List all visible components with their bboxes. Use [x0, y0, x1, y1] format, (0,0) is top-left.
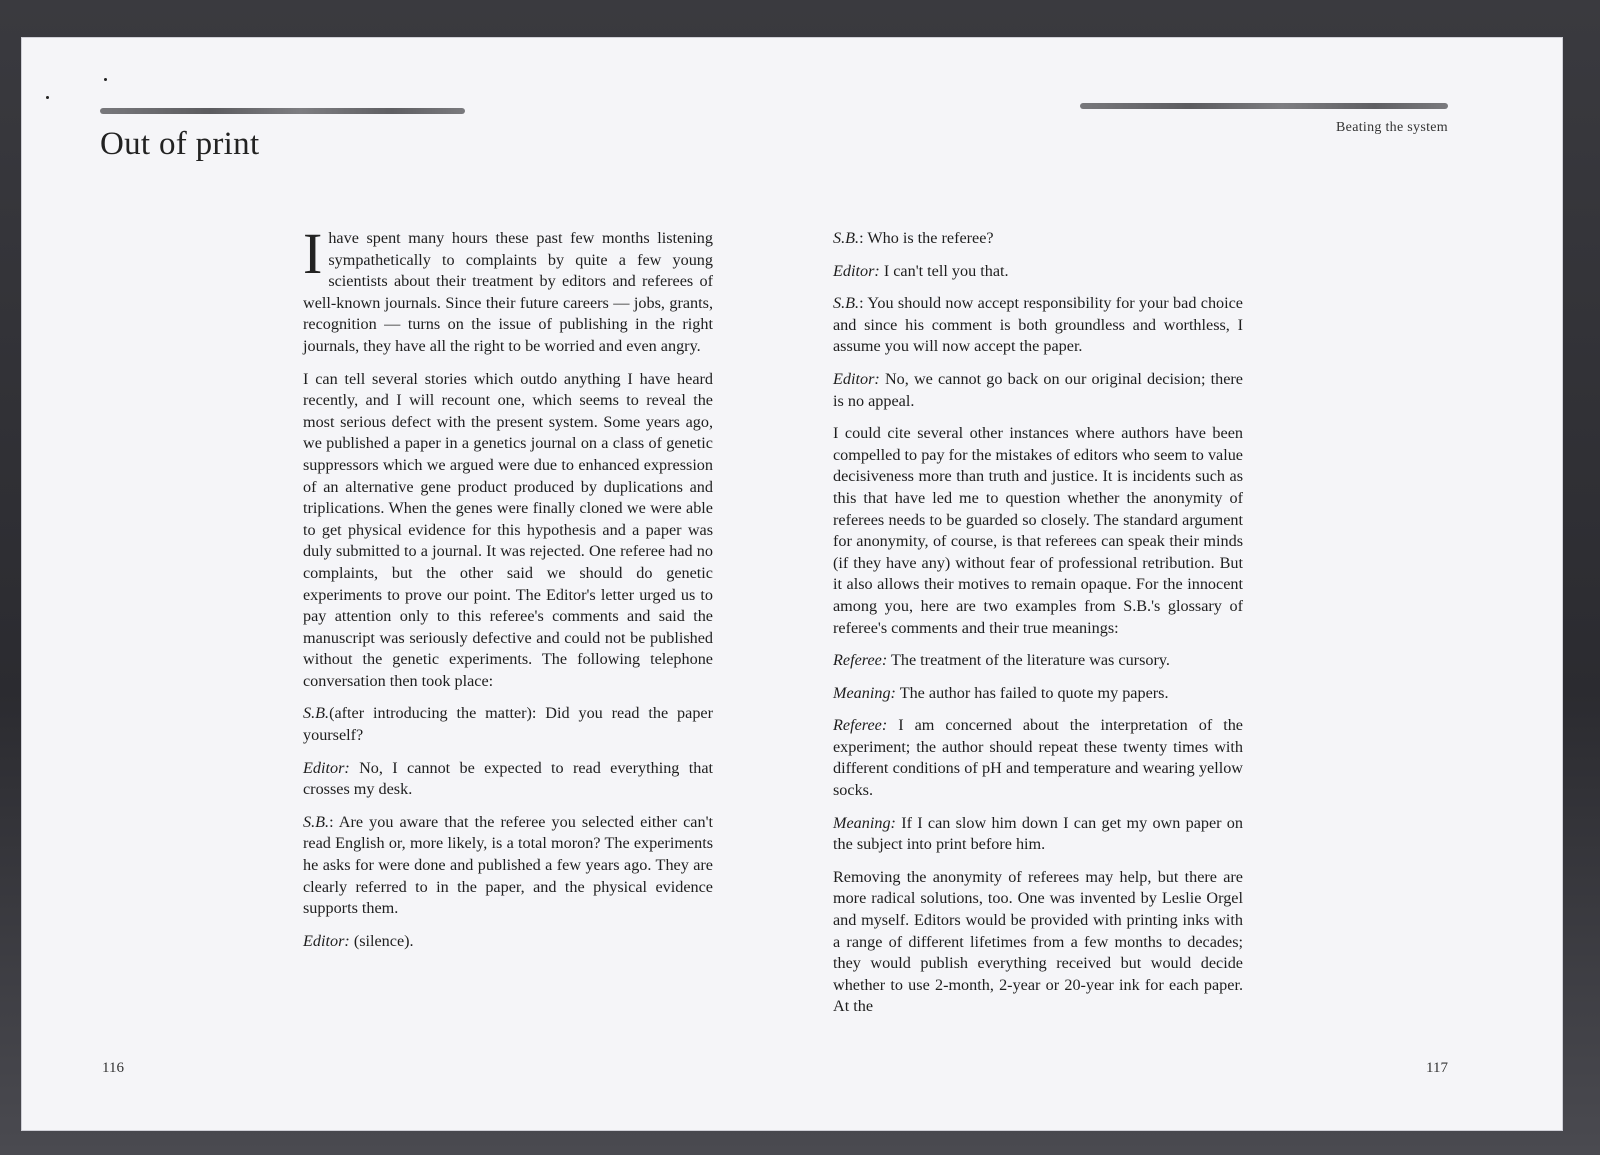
glossary-entry	[833, 813, 1243, 856]
glossary-label: Meaning:	[833, 683, 896, 702]
running-head: Beating the system	[1336, 120, 1448, 135]
page-number-right: 117	[1426, 1060, 1448, 1076]
glossary-label: Referee:	[833, 716, 888, 735]
speaker-label: S.B.	[303, 704, 330, 723]
speaker-label: S.B.	[833, 229, 860, 247]
glossary-entry	[833, 715, 1243, 801]
paragraph: I can tell several stories which outdo anything I have heard recently, and I will recount one, which seems to reveal the most serious defect with the present system. Some years ago, we published a paper in a genetics journal on a class of genetic suppressors which we argued were due to enhanced expression of an alternative gene product produced by duplications and triplications. When the genes were finally cloned we were able to get physical evidence for this hypothesis and a paper was duly submitted to a journal. It was rejected. One referee had no complaints, but the other said we should do genetic experiments to prove our point. The Editor's letter urged us to pay attention only to this referee's comments and said the manuscript was seriously defective and could not be published without the genetic experiments. The following telephone conversation then took place:	[303, 369, 713, 690]
right-header-rule	[1080, 103, 1448, 109]
dialogue-text: : Are you aware that the referee you selected either can't read English or, more likely, is a total moron? The experiments he asks for were done and published a few years ago. They are clearly referred to in the paper, and the physical evidence supports them.	[303, 812, 713, 918]
page-number-left: 116	[102, 1060, 124, 1076]
paragraph: I could cite several other instances where authors have been compelled to pay for the mistakes of editors who seem to value decisiveness more than truth and justice. It is incidents such as this that have led me to question whether the anonymity of referees needs to be guarded so closely. The standard argument for anonymity, of course, is that referees can speak their minds (if they have any) without fear of professional retribution. But it also allows their motives to remain opaque. For the innocent among you, here are two examples from S.B.'s glossary of referee's comments and their true meanings:	[833, 424, 1243, 637]
glossary-text: The author has failed to quote my papers.	[895, 683, 1169, 702]
drop-cap: I	[303, 221, 323, 286]
dialogue-line	[303, 812, 713, 920]
dialogue-text: : You should now accept responsibility for your bad choice and since his comment is both groundless and worthless, I assume you will now accept the paper.	[833, 294, 1243, 356]
dialogue-line	[303, 703, 713, 746]
speaker-label: Editor:	[833, 369, 880, 388]
dialogue-line	[833, 293, 1243, 358]
dialogue-text: No, we cannot go back on our original decision; there is no appeal.	[833, 369, 1243, 410]
speaker-label: S.B.	[833, 294, 860, 313]
print-speck	[104, 78, 107, 81]
paragraph-text: have spent many hours these past few months listening sympathetically to complaints by quite a few young scientists about their treatment by editors and referees of well-known journals. Since their future careers — jobs, grants, recognition — turns on the issue of publishing in the right journals, they have all the right to be worried and even angry.	[303, 229, 713, 355]
glossary-label: Referee:	[833, 651, 888, 670]
speaker-label: Editor:	[833, 261, 880, 280]
dialogue-text: No, I cannot be expected to read everything that crosses my desk.	[303, 758, 713, 799]
glossary-label: Meaning:	[833, 813, 896, 832]
left-header-rule	[100, 108, 465, 114]
speaker-label: S.B.	[303, 812, 330, 831]
dialogue-line	[303, 758, 713, 801]
speaker-label: Editor:	[303, 758, 350, 777]
dialogue-text: (silence).	[349, 931, 414, 950]
paragraph: Removing the anonymity of referees may help, but there are more radical solutions, too. One was invented by Leslie Orgel and myself. Editors would be provided with printing inks with a range of different lifetimes from a few months to decades; they would publish everything received but would decide whether to use 2-month, 2-year or 20-year ink for each paper. At the	[833, 867, 1243, 1016]
dialogue-line	[303, 931, 713, 953]
page-title: Out of print	[100, 126, 260, 162]
glossary-text: If I can slow him down I can get my own paper on the subject into print before him.	[833, 813, 1243, 854]
dialogue-text: : Who is the referee?	[859, 229, 994, 247]
glossary-entry	[833, 683, 1243, 705]
glossary-text: The treatment of the literature was cursory.	[887, 651, 1170, 670]
left-column	[303, 221, 713, 963]
book-spread	[22, 38, 1562, 1130]
paragraph	[303, 221, 713, 358]
glossary-text: I am concerned about the interpretation of the experiment; the author should repeat these twenty times with different conditions of pH and temperature and wearing yellow socks.	[833, 716, 1243, 800]
dialogue-line	[833, 369, 1243, 412]
dialogue-text: I can't tell you that.	[879, 261, 1009, 280]
dialogue-text: (after introducing the matter): Did you read the paper yourself?	[303, 704, 713, 745]
right-column	[833, 228, 1243, 1029]
glossary-entry	[833, 650, 1243, 672]
dialogue-line	[833, 228, 1243, 250]
dialogue-line	[833, 261, 1243, 283]
print-speck	[46, 96, 49, 99]
speaker-label: Editor:	[303, 931, 350, 950]
